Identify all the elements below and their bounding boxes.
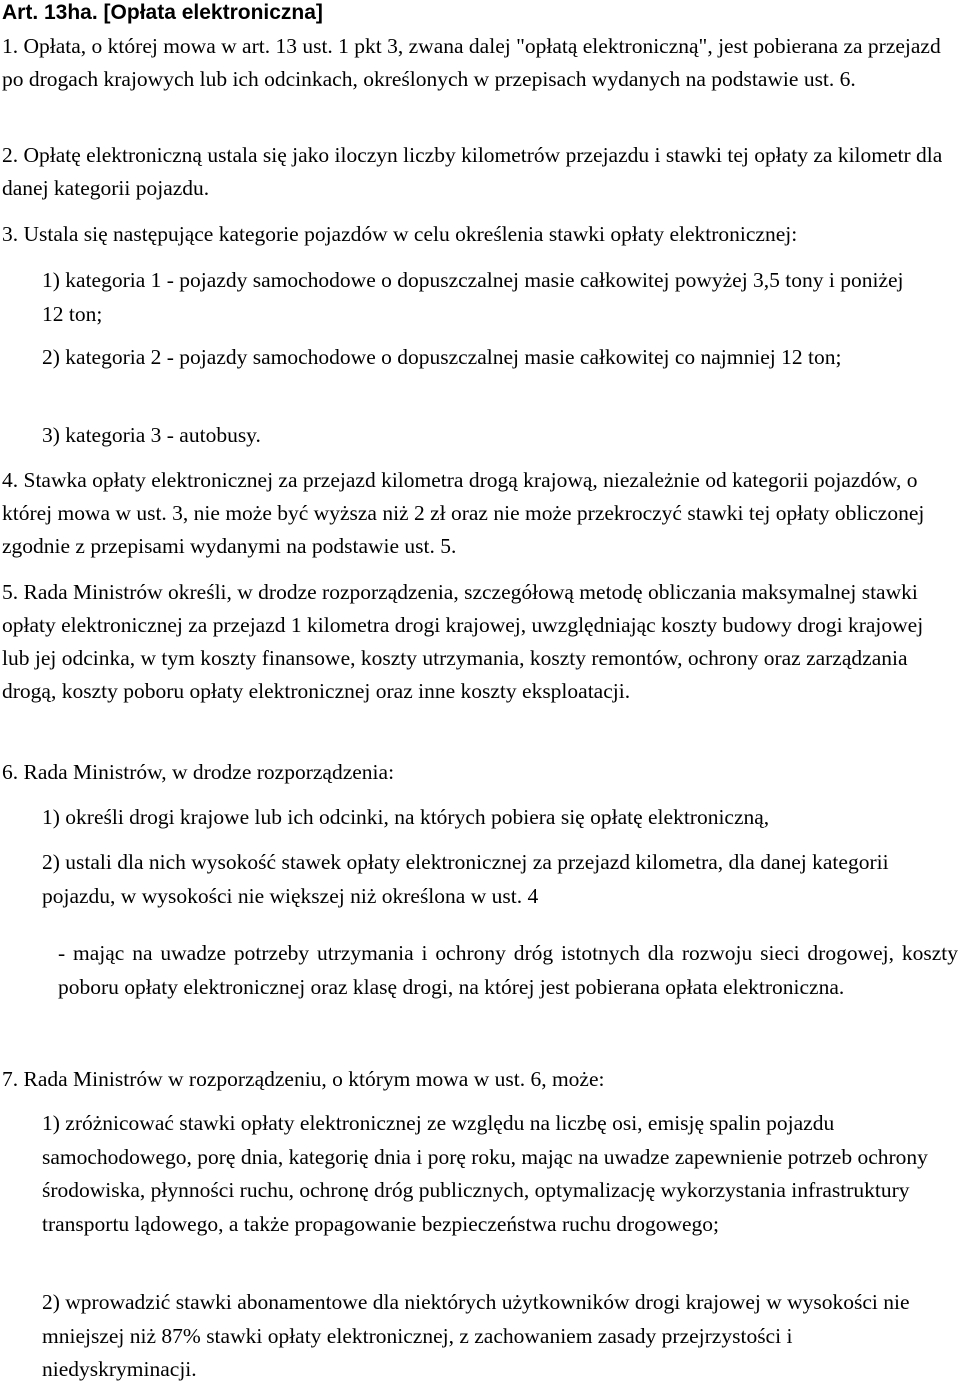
paragraph-3-item-2: 2) kategoria 2 - pojazdy samochodowe o dopuszczalnej masie całkowitej co najmniej 12 ton; [42,345,842,369]
paragraph-1: 1. Opłata, o której mowa w art. 13 ust. 1 pkt 3, zwana dalej "opłatą elektroniczną", jest pobierana za przejazd po drogach krajowych lub ich odcinkach, określonych w przepisach wydanych na podstawie ust. 6. [2,34,941,91]
paragraph-2: 2. Opłatę elektroniczną ustala się jako iloczyn liczby kilometrów przejazdu i stawki tej opłaty za kilometr dla danej kategorii pojazdu. [2,143,943,200]
paragraph-3-item-1: 1) kategoria 1 - pojazdy samochodowe o dopuszczalnej masie całkowitej powyżej 3,5 tony i poniżej 12 ton; [42,268,904,326]
paragraph-6-item-1: 1) określi drogi krajowe lub ich odcinki, na których pobiera się opłatę elektroniczną, [42,805,770,829]
paragraph-7: 7. Rada Ministrów w rozporządzeniu, o którym mowa w ust. 6, może: [2,1067,605,1091]
paragraph-6-item-2: 2) ustali dla nich wysokość stawek opłaty elektronicznej za przejazd kilometra, dla danej kategorii pojazdu, w wysokości nie większej niż określona w ust. 4 [42,850,889,908]
paragraph-7-item-2: 2) wprowadzić stawki abonamentowe dla niektórych użytkowników drogi krajowej w wysokości nie mniejszej niż 87% stawki opłaty elektronicznej, z zachowaniem zasady przejrzystości i niedyskryminacji. [42,1290,910,1381]
paragraph-7-item-1: 1) zróżnicować stawki opłaty elektronicznej ze względu na liczbę osi, emisję spalin pojazdu samochodowego, porę dnia, kategorię dnia i porę roku, mając na uwadze zapewnienie potrzeb ochrony środowiska, płynności ruchu, ochronę dróg publicznych, optymalizację wykorzystania infrastruktury transportu lądowego, a także propagowanie bezpieczeństwa ruchu drogowego; [42,1111,928,1236]
paragraph-5: 5. Rada Ministrów określi, w drodze rozporządzenia, szczegółową metodę obliczania maksymalnej stawki opłaty elektronicznej za przejazd 1 kilometra drogi krajowej, uwzględniając koszty budowy drogi krajowej lub jej odcinka, w tym koszty finansowe, koszty utrzymania, koszty remontów, ochrony oraz zarządzania drogą, koszty poboru opłaty elektronicznej oraz inne koszty eksploatacji. [2,580,924,703]
paragraph-3-item-3: 3) kategoria 3 - autobusy. [42,423,261,447]
article-title: Art. 13ha. [Opłata elektroniczna] [2,1,323,24]
paragraph-4: 4. Stawka opłaty elektronicznej za przejazd kilometra drogą krajową, niezależnie od kategorii pojazdów, o której mowa w ust. 3, nie może być wyższa niż 2 zł oraz nie może przekroczyć stawki tej opłaty obliczonej zgodnie z przepisami wydanymi na podstawie ust. 5. [2,468,925,558]
paragraph-6-tail: - mając na uwadze potrzeby utrzymania i ochrony dróg istotnych dla rozwoju sieci drogowej, koszty poboru opłaty elektronicznej oraz klasę drogi, na której jest pobierana opłata elektroniczna. [58,941,958,999]
paragraph-3: 3. Ustala się następujące kategorie pojazdów w celu określenia stawki opłaty elektronicznej: [2,222,798,246]
paragraph-6: 6. Rada Ministrów, w drodze rozporządzenia: [2,760,395,784]
